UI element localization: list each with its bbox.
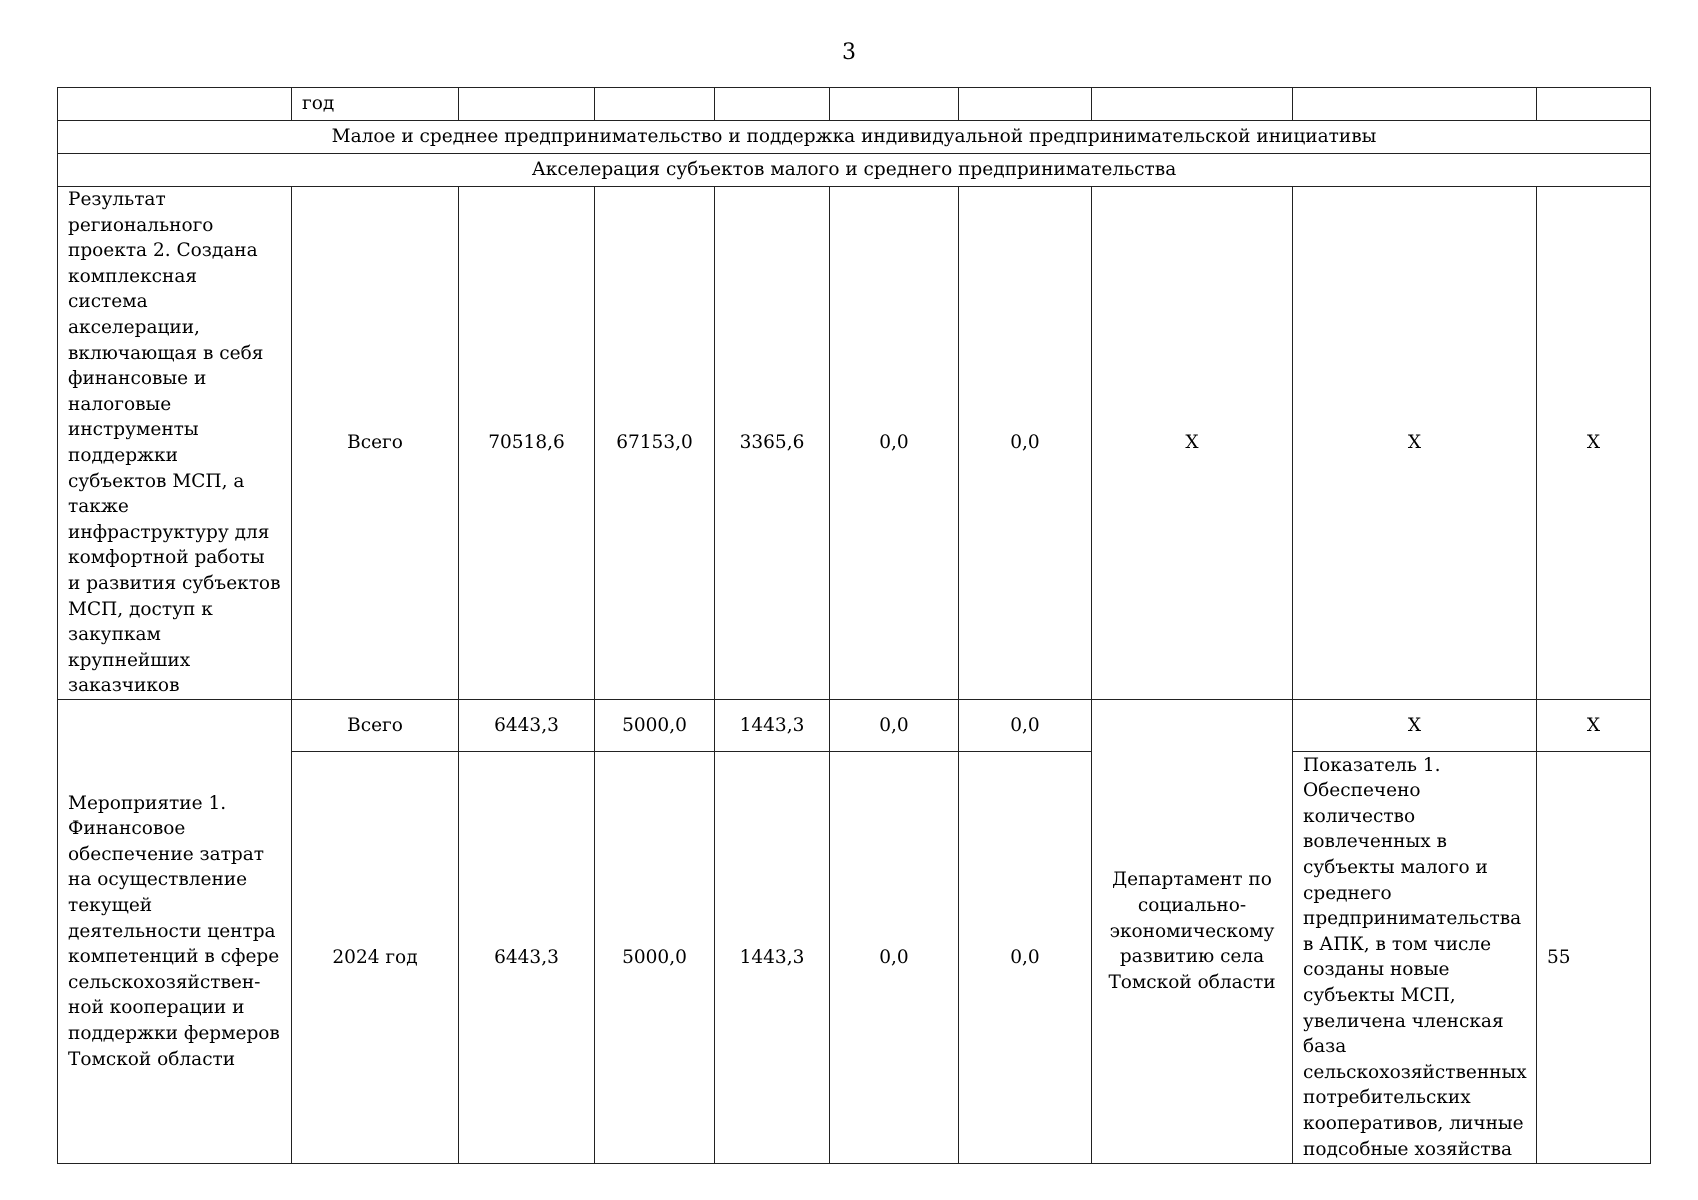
page-number: 3 <box>842 40 856 65</box>
activity-total-period: Всего <box>292 699 459 751</box>
activity-total-local: 0,0 <box>830 699 959 751</box>
activity-year-value: 55 <box>1537 751 1651 1163</box>
subsection-title: Акселерация субъектов малого и среднего предпринимательства <box>58 154 1651 187</box>
table-row <box>58 751 1651 1163</box>
activity-total-federal: 5000,0 <box>595 699 715 751</box>
result-regional: 3365,6 <box>715 187 830 700</box>
cell <box>58 88 292 121</box>
budget-table <box>57 87 1651 1164</box>
section-title: Малое и среднее предпринимательство и поддержка индивидуальной предпринимательской инициативы <box>58 121 1651 154</box>
activity-year-federal: 5000,0 <box>595 751 715 1163</box>
result-name: Результат регионального проекта 2. Создана комплексная система акселерации, включающая в себя финансовые и налоговые инструменты поддержки субъектов МСП, а также инфраструктуру для комфортной работы и развития субъектов МСП, доступ к закупкам крупнейших заказчиков <box>58 187 292 700</box>
activity-total-total: 6443,3 <box>459 699 595 751</box>
cell <box>959 88 1092 121</box>
result-federal: 67153,0 <box>595 187 715 700</box>
activity-year-indicator: Показатель 1. Обеспечено количество вовлеченных в субъекты малого и среднего предпринимательства в АПК, в том числе созданы новые субъекты МСП, увеличена членская база сельскохозяйственных потребительских кооперативов, личные подсобные хозяйства <box>1293 751 1537 1163</box>
activity-total-value: X <box>1537 699 1651 751</box>
result-period: Всего <box>292 187 459 700</box>
cell <box>830 88 959 121</box>
table-row <box>58 121 1651 154</box>
activity-year-total: 6443,3 <box>459 751 595 1163</box>
cell <box>1537 88 1651 121</box>
activity-executor: Департамент по социально-экономическому развитию села Томской области <box>1092 699 1293 1163</box>
table-row <box>58 154 1651 187</box>
result-value: X <box>1537 187 1651 700</box>
cell <box>715 88 830 121</box>
table-row <box>58 88 1651 121</box>
activity-name: Мероприятие 1. Финансовое обеспечение затрат на осуществление текущей деятельности центра компетенций в сфере сельскохозяйствен-ной кооперации и поддержки фермеров Томской области <box>58 699 292 1163</box>
activity-year-regional: 1443,3 <box>715 751 830 1163</box>
cell: год <box>292 88 459 121</box>
cell <box>459 88 595 121</box>
activity-total-other: 0,0 <box>959 699 1092 751</box>
activity-year-period: 2024 год <box>292 751 459 1163</box>
result-total: 70518,6 <box>459 187 595 700</box>
table-row <box>58 187 1651 700</box>
activity-year-local: 0,0 <box>830 751 959 1163</box>
activity-total-indicator: X <box>1293 699 1537 751</box>
result-indicator: X <box>1293 187 1537 700</box>
result-executor: X <box>1092 187 1293 700</box>
result-local: 0,0 <box>830 187 959 700</box>
result-other: 0,0 <box>959 187 1092 700</box>
activity-total-regional: 1443,3 <box>715 699 830 751</box>
cell <box>1092 88 1293 121</box>
activity-year-other: 0,0 <box>959 751 1092 1163</box>
table-row <box>58 699 1651 751</box>
cell <box>1293 88 1537 121</box>
cell <box>595 88 715 121</box>
